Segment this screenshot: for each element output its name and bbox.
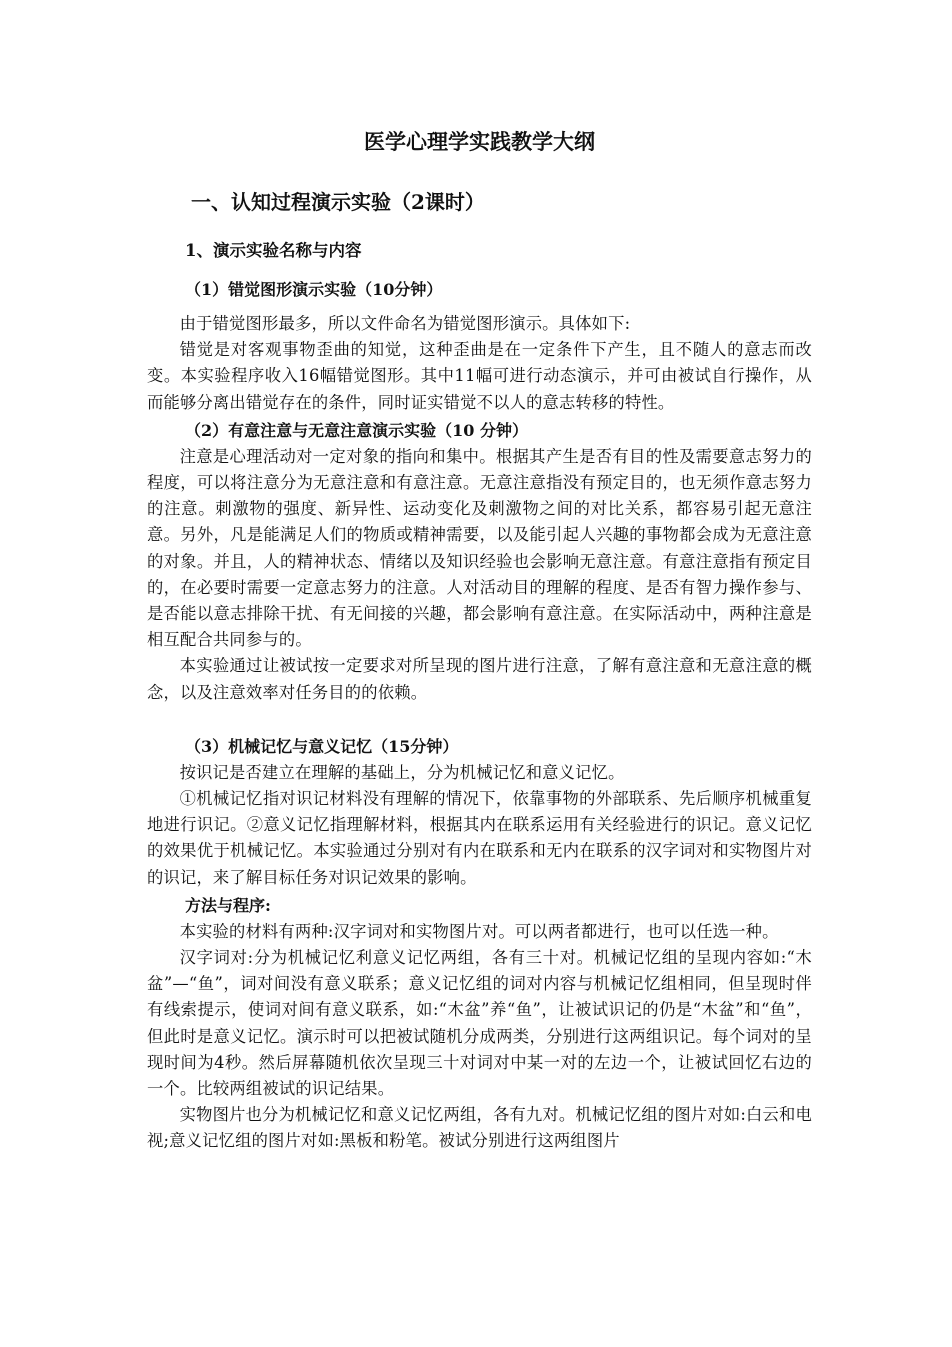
experiment-1-paragraph-2: 错觉是对客观事物歪曲的知觉，这种歪曲是在一定条件下产生，且不随人的意志而改变。本实验程序收入16幅错觉图形。其中11幅可进行动态演示，并可由被试自行操作，从而能够分离出错觉存在的条件，同时证实错觉不以人的意志转移的特性。	[147, 340, 812, 412]
method-paragraph-1: 本实验的材料有两种:汉字词对和实物图片对。可以两者都进行，也可以任选一种。	[179, 921, 779, 941]
section-heading-cognition: 一、认知过程演示实验（2课时）	[191, 190, 485, 214]
experiment-2-title: （2）有意注意与无意注意演示实验（10 分钟）	[185, 420, 528, 440]
experiment-3-paragraph-2: ①机械记忆指对识记材料没有理解的情况下，依靠事物的外部联系、先后顺序机械重复地进行识记。②意义记忆指理解材料，根据其内在联系运用有关经验进行的识记。意义记忆的效果优于机械记忆。本实验通过分别对有内在联系和无内在联系的汉字词对和实物图片对的识记，来了解目标任务对识记效果的影响。	[147, 789, 812, 887]
experiment-2-paragraph-1: 注意是心理活动对一定对象的指向和集中。根据其产生是否有目的性及需要意志努力的程度，可以将注意分为无意注意和有意注意。无意注意指没有预定目的，也无须作意志努力的注意。刺激物的强度、新异性、运动变化及刺激物之间的对比关系，都容易引起无意注意。另外，凡是能满足人们的物质或精神需要，以及能引起人兴趣的事物都会成为无意注意的对象。并且，人的精神状态、情绪以及知识经验也会影响无意注意。有意注意指有预定目的，在必要时需要一定意志努力的注意。人对活动目的理解的程度、是否有智力操作参与、是否能以意志排除干扰、有无间接的兴趣，都会影响有意注意。在实际活动中，两种注意是相互配合共同参与的。	[147, 446, 812, 650]
subsection-heading-experiments: 1、演示实验名称与内容	[185, 241, 362, 260]
document-body	[147, 120, 812, 1155]
method-paragraph-3: 实物图片也分为机械记忆和意义记忆两组，各有九对。机械记忆组的图片对如:白云和电视;意义记忆组的图片对如:黑板和粉笔。被试分别进行这两组图片	[147, 1105, 812, 1151]
experiment-1-paragraph-1: 由于错觉图形最多，所以文件命名为错觉图形演示。具体如下:	[179, 314, 631, 333]
experiment-1-title: （1）错觉图形演示实验（10分钟）	[185, 280, 443, 299]
method-paragraph-2: 汉字词对:分为机械记忆利意义记忆两组，各有三十对。机械记忆组的呈现内容如:“木盆”—“鱼”，词对间没有意义联系；意义记忆组的词对内容与机械记忆组相同，但呈现时伴有线索提示，使词对间有意义联系，如:“木盆”养“鱼”，让被试识记的仍是“木盆”和“鱼”，但此时是意义记忆。演示时可以把被试随机分成两类，分别进行这两组识记。每个词对的呈现时间为4秒。然后屏幕随机依次呈现三十对词对中某一对的左边一个，让被试回忆右边的一个。比较两组被试的识记结果。	[147, 948, 812, 1099]
experiment-2-paragraph-2: 本实验通过让被试按一定要求对所呈现的图片进行注意，了解有意注意和无意注意的概念，以及注意效率对任务目的的依赖。	[147, 656, 812, 702]
experiment-3-paragraph-1: 按识记是否建立在理解的基础上，分为机械记忆和意义记忆。	[179, 762, 625, 782]
document-title: 医学心理学实践教学大纲	[364, 129, 595, 154]
experiment-3-title: （3）机械记忆与意义记忆（15分钟）	[185, 736, 459, 756]
method-heading: 方法与程序:	[185, 895, 271, 915]
